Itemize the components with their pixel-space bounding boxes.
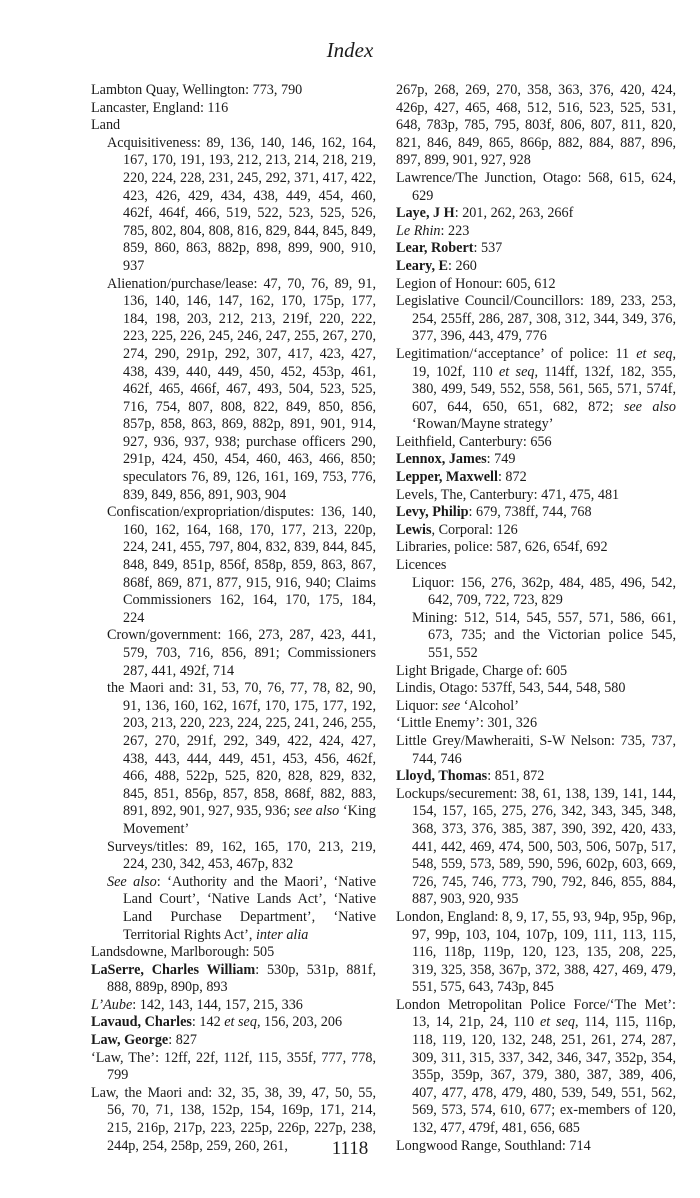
entry-text: 267p, 268, 269, 270, 358, 363, 376, 420, 424, 426p, 427, 465, 468, 512, 516, 523, 525, 531, 648, 783p, 785, 795, 803f, 806, 807, 811, 820, 821, 846, 849, 865, 866p, 882, 884, 887, 896, 897, 899, 901, 927, 928 [396, 82, 676, 169]
index-entry [396, 909, 676, 997]
entry-text: Levels, The, Canterbury: 471, 475, 481 [396, 486, 620, 503]
entry-text: : 679, 738ff, 744, 768 [468, 504, 592, 521]
entry-text: ‘Alcohol’ [460, 697, 519, 714]
page-number: 1118 [331, 1138, 369, 1159]
index-subentry [396, 610, 676, 663]
entry-text: Alienation/purchase/lease: 47, 70, 76, 89, 91, 136, 140, 146, 147, 162, 170, 175p, 177, 184, 198, 203, 212, 213, 219f, 220, 222, 223, 225, 226, 245, 246, 247, 255, 267, 270, 274, 290, 291p, 292, 307, 417, 423, 427, 438, 439, 440, 449, 450, 452, 453p, 461, 462f, 465, 466f, 467, 493, 504, 523, 525, 716, 754, 807, 808, 822, 849, 850, 856, 857p, 858, 863, 869, 882p, 891, 901, 914, 927, 936, 937, 938; purchase officers 290, 291p, 424, 450, 454, 460, 463, 466, 850; speculators 76, 89, 126, 161, 169, 753, 776, 839, 849, 856, 891, 903, 904 [107, 275, 376, 503]
entry-text: Landsdowne, Marlborough: 505 [91, 944, 275, 961]
index-entry [396, 258, 676, 276]
entry-text: Little Grey/Mawheraiti, S-W Nelson: 735, 737, 744, 746 [396, 732, 676, 767]
entry-text: Acquisitiveness: 89, 136, 140, 146, 162, 164, 167, 170, 191, 193, 212, 213, 214, 218, 219, 220, 224, 228, 231, 245, 292, 371, 417, 422, 423, 426, 429, 434, 438, 449, 454, 460, 462f, 464f, 466, 519, 522, 523, 525, 526, 785, 802, 804, 808, 816, 829, 844, 845, 849, 859, 860, 863, 882p, 898, 899, 900, 910, 937 [107, 134, 376, 274]
left-index-column [91, 82, 376, 1155]
index-entry [91, 944, 376, 962]
entry-text: see also [623, 398, 676, 415]
index-subentry [91, 874, 376, 944]
running-head: Index [326, 38, 374, 62]
index-entry [396, 276, 676, 294]
entry-text: Lockups/securement: 38, 61, 138, 139, 141, 144, 154, 157, 165, 275, 276, 342, 343, 345, 348, 368, 373, 376, 385, 387, 390, 392, 420, 433, 441, 442, 469, 474, 500, 503, 506, 507p, 517, 548, 559, 573, 589, 590, 596, 602p, 603, 669, 726, 745, 746, 773, 790, 792, 846, 855, 884, 887, 903, 920, 935 [396, 785, 676, 908]
entry-text: Surveys/titles: 89, 162, 165, 170, 213, 219, 224, 230, 342, 453, 467p, 832 [107, 838, 376, 873]
index-entry [91, 1014, 376, 1032]
entry-text: Licences [396, 557, 447, 574]
entry-text: Lennox, James [396, 451, 487, 468]
entry-text: Libraries, police: 587, 626, 654f, 692 [396, 539, 608, 556]
index-entry [396, 223, 676, 241]
index-entry [91, 997, 376, 1015]
entry-text: , 114, 115, 116p, 118, 119, 120, 132, 248, 251, 261, 274, 287, 309, 311, 315, 337, 342, 346, 347, 352p, 354, 355p, 359p, 367, 379, 380, 387, 389, 406, 407, 477, 478, 479, 480, 539, 549, 551, 562, 569, 573, 574, 610, 677; ex-members of 120, 132, 477, 479f, 481, 656, 685 [412, 1014, 676, 1137]
index-entry [396, 293, 676, 346]
entry-text: et seq [636, 345, 673, 362]
entry-text: : 749 [486, 451, 516, 468]
entry-text: : 872 [497, 469, 527, 486]
entry-text: Mining: 512, 514, 545, 557, 571, 586, 661, 673, 735; and the Victorian police 545, 551, 552 [412, 609, 676, 661]
entry-text: Legion of Honour: 605, 612 [396, 275, 556, 292]
entry-text: Lawrence/The Junction, Otago: 568, 615, 624, 629 [396, 169, 676, 204]
entry-text: : 201, 262, 263, 266f [454, 205, 574, 222]
entry-text: Laye, J H [396, 205, 455, 222]
entry-text: Liquor: [396, 697, 443, 714]
index-entry [396, 434, 676, 452]
entry-text: Lewis [396, 521, 432, 538]
index-entry [91, 1050, 376, 1085]
entry-text: Lloyd, Thomas [396, 768, 488, 785]
index-subentry [91, 627, 376, 680]
entry-text: Legitimation/‘acceptance’ of police: 11 [396, 345, 637, 362]
index-entry [91, 117, 376, 135]
index-entry [396, 205, 676, 223]
index-entry [396, 451, 676, 469]
index-subentry [91, 839, 376, 874]
entry-text: Law, George [91, 1032, 169, 1049]
index-entry [396, 240, 676, 258]
index-entry [396, 768, 676, 786]
index-entry [91, 100, 376, 118]
index-entry [396, 469, 676, 487]
entry-text: : ‘Authority and the Maori’, ‘Native Land Court’, ‘Native Lands Act’, ‘Native Land Purchase Department’, ‘Native Territorial Rights Act’, [123, 873, 377, 943]
entry-text: ‘King Movement’ [123, 803, 376, 837]
index-entry [396, 487, 676, 505]
index-subentry [396, 575, 676, 610]
entry-text: London Metropolitan Police Force/‘The Met’: 13, 14, 21p, 24, 110 [396, 996, 676, 1031]
index-entry [396, 539, 676, 557]
index-entry [396, 522, 676, 540]
entry-text: see [442, 697, 461, 714]
entry-text: Lear, Robert [396, 240, 474, 257]
entry-text: , 19, 102f, 110 [412, 345, 676, 380]
entry-text: Legislative Council/Councillors: 189, 233, 253, 254, 255ff, 286, 287, 308, 312, 344, 349, 376, 377, 396, 443, 479, 776 [396, 293, 676, 345]
entry-text: Light Brigade, Charge of: 605 [396, 662, 568, 679]
entry-text: : 223 [440, 222, 470, 239]
entry-text: Levy, Philip [396, 504, 469, 521]
entry-text: inter alia [255, 926, 309, 943]
entry-text: L’Aube [91, 996, 133, 1013]
entry-text: London, England: 8, 9, 17, 55, 93, 94p, 95p, 96p, 97, 99p, 103, 104, 107p, 109, 111, 113, 115, 116, 118p, 119p, 120, 123, 135, 208, 225, 319, 325, 358, 367p, 372, 388, 427, 469, 479, 551, 575, 643, 743p, 845 [396, 908, 676, 996]
index-entry [91, 82, 376, 100]
entry-text: : 537 [473, 240, 503, 257]
entry-text: Lepper, Maxwell [396, 469, 498, 486]
entry-text: ‘Rowan/Mayne strategy’ [412, 416, 554, 433]
entry-text: Lancaster, England: 116 [91, 99, 229, 116]
entry-text: Le Rhin [396, 222, 441, 239]
entry-text: Land [91, 117, 121, 134]
entry-text: : 260 [448, 257, 477, 274]
index-entry [396, 504, 676, 522]
entry-text: LaSerre, Charles William [91, 961, 256, 978]
index-entry [396, 557, 676, 575]
entry-text: : 142, 143, 144, 157, 215, 336 [132, 996, 303, 1013]
index-entry [396, 786, 676, 909]
index-entry [91, 962, 376, 997]
entry-text: Lambton Quay, Wellington: 773, 790 [91, 82, 303, 98]
index-entry [396, 997, 676, 1138]
entry-text: ‘Law, The’: 12ff, 22f, 112f, 115, 355f, 777, 778, 799 [91, 1049, 376, 1084]
entry-text: , Corporal: 126 [431, 521, 518, 538]
entry-text: see also [293, 803, 340, 820]
entry-text: Longwood Range, Southland: 714 [396, 1137, 591, 1154]
entry-text: Liquor: 156, 276, 362p, 484, 485, 496, 542, 642, 709, 722, 723, 829 [412, 574, 676, 609]
index-entry [396, 82, 676, 170]
entry-text: Leary, E [396, 257, 449, 274]
entry-text: , 114ff, 132f, 182, 355, 380, 499, 549, 552, 558, 561, 565, 571, 574f, 607, 644, 650, 651, 682, 872; [412, 363, 677, 415]
entry-text: : 530p, 531p, 881f, 888, 889p, 890p, 893 [107, 961, 376, 996]
entry-text: Lindis, Otago: 537ff, 543, 544, 548, 580 [396, 680, 626, 697]
entry-text: et seq [499, 363, 535, 380]
index-entry [396, 663, 676, 681]
entry-text: ‘Little Enemy’: 301, 326 [396, 715, 538, 732]
index-entry [396, 170, 676, 205]
entry-text: , 156, 203, 206 [256, 1014, 343, 1031]
entry-text: the Maori and: 31, 53, 70, 76, 77, 78, 82, 90, 91, 136, 160, 162, 167f, 170, 175, 177, 192, 203, 213, 220, 223, 224, 225, 241, 246, 255, 267, 270, 291f, 292, 349, 422, 424, 427, 438, 443, 444, 449, 451, 453, 456, 462f, 466, 488, 522p, 525, 820, 828, 829, 832, 845, 851, 856p, 857, 858, 868f, 882, 883, 891, 892, 901, 927, 935, 936; [107, 680, 376, 820]
entry-text: : 851, 872 [487, 768, 545, 785]
index-entry [396, 680, 676, 698]
entry-text: See also [107, 873, 157, 890]
index-entry [91, 1032, 376, 1050]
index-subentry [91, 680, 376, 838]
index-entry [396, 733, 676, 768]
entry-text: Crown/government: 166, 273, 287, 423, 441, 579, 703, 716, 856, 891; Commissioners 287, 441, 492f, 714 [107, 627, 376, 679]
index-subentry [91, 276, 376, 505]
entry-text: Confiscation/expropriation/disputes: 136, 140, 160, 162, 164, 168, 170, 177, 213, 220p, 224, 241, 455, 797, 804, 832, 839, 844, 845, 848, 849, 851p, 856f, 858p, 859, 863, 867, 868f, 869, 871, 877, 915, 916, 940; Claims Commissioners 162, 164, 170, 175, 184, 224 [107, 504, 376, 626]
entry-text: Leithfield, Canterbury: 656 [396, 433, 552, 450]
index-subentry [91, 135, 376, 276]
index-entry [396, 715, 676, 733]
index-entry [396, 698, 676, 716]
entry-text: et seq [224, 1014, 257, 1031]
index-subentry [91, 504, 376, 627]
entry-text: : 827 [168, 1032, 198, 1049]
entry-text: et seq [539, 1014, 575, 1031]
index-entry [396, 346, 676, 434]
entry-text: Lavaud, Charles [91, 1014, 192, 1031]
right-index-column [396, 82, 676, 1155]
entry-text: : 142 [191, 1014, 225, 1031]
entry-text: Law, the Maori and: 32, 35, 38, 39, 47, 50, 55, 56, 70, 71, 138, 152p, 154, 169p, 171, 214, 215, 216p, 217p, 223, 225p, 226p, 227p, 238, 244p, 254, 258p, 259, 260, 261, [91, 1084, 376, 1154]
